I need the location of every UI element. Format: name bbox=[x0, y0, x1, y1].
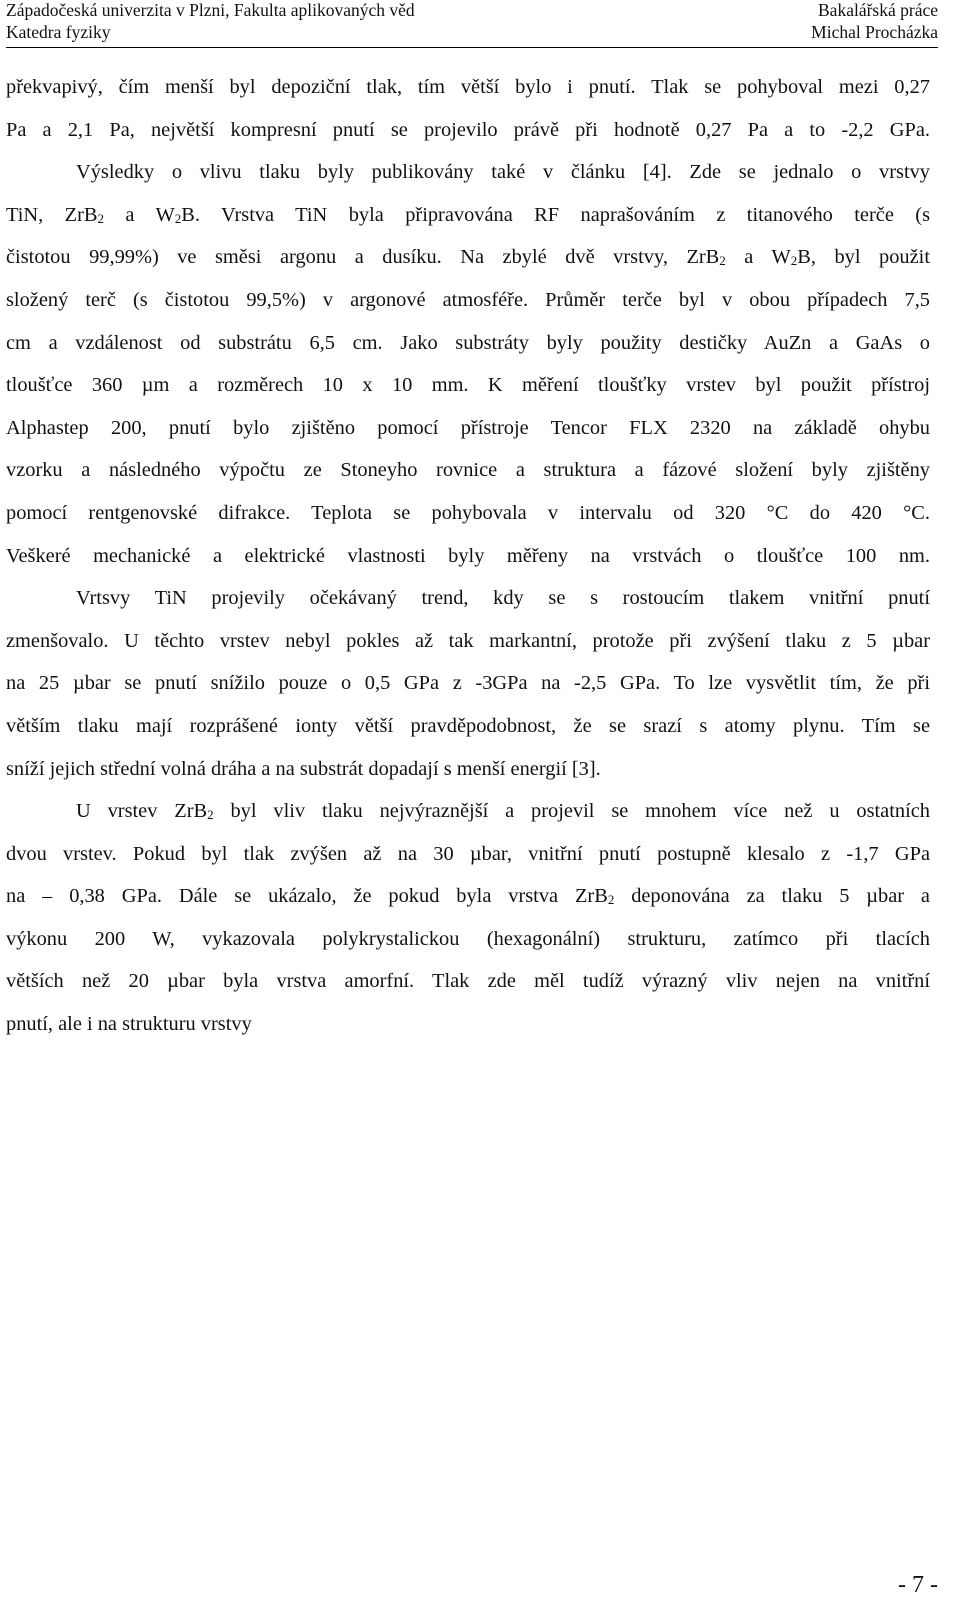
text-line: na 25 µbar se pnutí snížilo pouze o 0,5 GPa z -3GPa na -2,5 GPa. To lze vysvětlit tím, že při bbox=[6, 672, 930, 695]
text-line: Výsledky o vlivu tlaku byly publikovány také v článku [4]. Zde se jednalo o vrstvy bbox=[76, 161, 930, 184]
text-line: zmenšovalo. U těchto vrstev nebyl pokles až tak markantní, protože při zvýšení tlaku z 5 µbar bbox=[6, 629, 930, 652]
text-line: dvou vrstev. Pokud byl tlak zvýšen až na 30 µbar, vnitřní pnutí postupně klesalo z -1,7 GPa bbox=[6, 842, 930, 865]
text-line: výkonu 200 W, vykazovala polykrystalickou (hexagonální) strukturu, zatímco při tlacích bbox=[6, 927, 930, 950]
text-line: sníží jejich střední volná dráha a na substrát dopadají s menší energií [3]. bbox=[6, 757, 601, 780]
page-header-bottom bbox=[6, 22, 938, 42]
page-number: - 7 - bbox=[898, 1572, 938, 1598]
text-line: Alphastep 200, pnutí bylo zjištěno pomocí přístroje Tencor FLX 2320 na základě ohybu bbox=[6, 416, 930, 439]
text-line: U vrstev ZrB$_2$ byl vliv tlaku nejvýraznější a projevil se mnohem více než u ostatních bbox=[76, 800, 931, 823]
header-thesis-type: Bakalářská práce bbox=[818, 0, 938, 20]
text-line: na – 0,38 GPa. Dále se ukázalo, že pokud byla vrstva ZrB$_2$ deponována za tlaku 5 µbar a bbox=[6, 885, 930, 908]
header-rule bbox=[6, 47, 938, 48]
text-line: cm a vzdálenost od substrátu 6,5 cm. Jako substráty byly použity destičky AuZn a GaAs o bbox=[6, 331, 930, 354]
header-department: Katedra fyziky bbox=[6, 22, 111, 42]
text-line: čistotou 99,99%) ve směsi argonu a dusíku. Na zbylé dvě vrstvy, ZrB$_2$ a $W_2B$, byl použit bbox=[6, 246, 930, 269]
body-text bbox=[6, 66, 930, 1046]
text-line: vzorku a následného výpočtu ze Stoneyho rovnice a struktura a fázové složení byly zjištěny bbox=[6, 459, 930, 482]
text-line: složený terč (s čistotou 99,5%) v argonové atmosféře. Průměr terče byl v obou případech 7,5 bbox=[6, 288, 930, 311]
header-author: Michal Procházka bbox=[811, 22, 938, 42]
text-line: tloušťce 360 µm a rozměrech 10 x 10 mm. K měření tloušťky vrstev byl použit přístroj bbox=[6, 374, 930, 397]
text-line: TiN, ZrB$_2$ a $W_2B$. Vrstva TiN byla připravována RF naprašováním z titanového terče (s bbox=[6, 203, 930, 226]
text-line: překvapivý, čím menší byl depoziční tlak, tím větší bylo i pnutí. Tlak se pohyboval mezi 0,27 bbox=[6, 76, 930, 98]
text-line: pomocí rentgenovské difrakce. Teplota se pohybovala v intervalu od 320 °C do 420 °C. bbox=[6, 501, 930, 524]
text-line: Vrtsvy TiN projevily očekávaný trend, kdy se s rostoucím tlakem vnitřní pnutí bbox=[76, 587, 930, 610]
text-line: větších než 20 µbar byla vrstva amorfní. Tlak zde měl tudíž výrazný vliv nejen na vnitřní bbox=[6, 970, 930, 993]
text-line: Veškeré mechanické a elektrické vlastnosti byly měřeny na vrstvách o tloušťce 100 nm. bbox=[6, 544, 930, 567]
text-line: větším tlaku mají rozprášené ionty větší pravděpodobnost, že se srazí s atomy plynu. Tím se bbox=[6, 714, 930, 737]
header-university: Západočeská univerzita v Plzni, Fakulta aplikovaných věd bbox=[6, 0, 415, 20]
page-header-top bbox=[6, 0, 938, 20]
text-line: Pa a 2,1 Pa, největší kompresní pnutí se projevilo právě při hodnotě 0,27 Pa a to -2,2 GPa. bbox=[6, 118, 930, 141]
text-line: pnutí, ale i na strukturu vrstvy bbox=[6, 1013, 252, 1036]
